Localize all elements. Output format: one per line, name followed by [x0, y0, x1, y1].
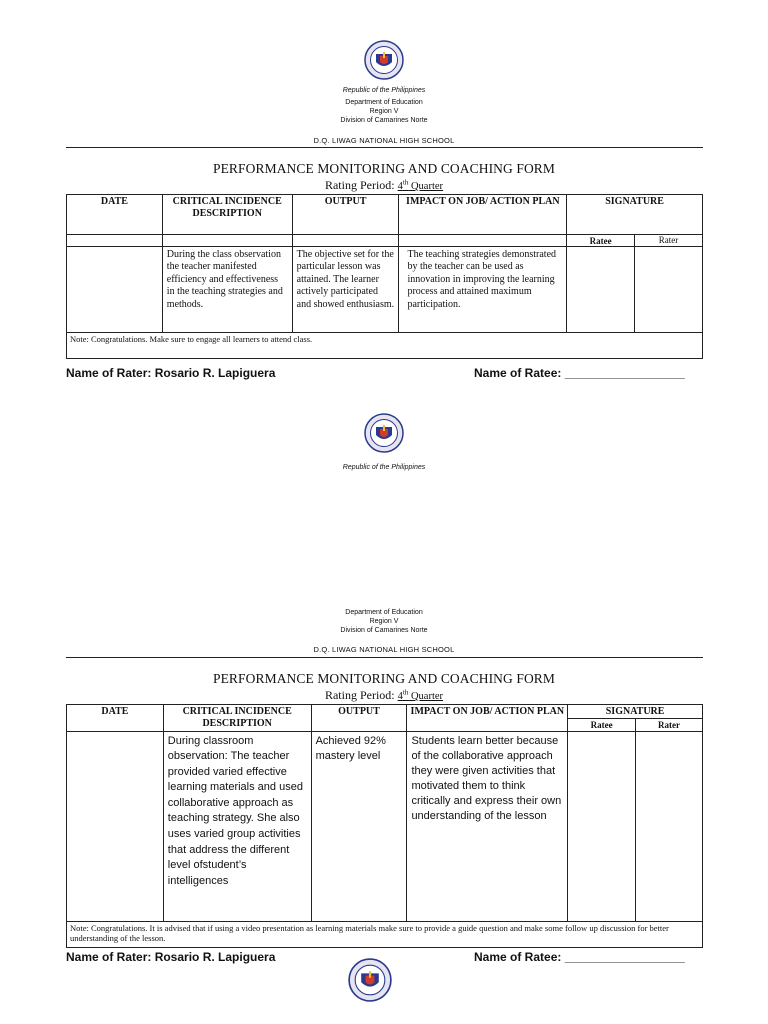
col-rater: Rater — [636, 718, 703, 731]
col-critical: CRITICAL INCIDENCE DESCRIPTION — [163, 705, 311, 732]
col-ratee: Ratee — [568, 718, 636, 731]
cell-rater-sign — [636, 731, 703, 921]
region-line: Region V — [369, 618, 399, 625]
rating-period-value: 4th Quarter — [397, 178, 444, 192]
coaching-table — [66, 194, 703, 359]
deped-seal-icon — [348, 958, 392, 1002]
form-title: PERFORMANCE MONITORING AND COACHING FORM — [212, 161, 556, 176]
col-output: OUTPUT — [311, 705, 407, 732]
department-line: Department of Education — [345, 609, 423, 616]
col-critical: CRITICAL INCIDENCE DESCRIPTION — [162, 195, 292, 235]
republic-line: Republic of the Philippines — [342, 464, 426, 471]
rater-name: Name of Rater: Rosario R. Lapiguera — [66, 950, 276, 964]
rating-period-label: Rating Period: — [324, 688, 395, 702]
form-title: PERFORMANCE MONITORING AND COACHING FORM — [212, 671, 556, 686]
school-name: D.Q. LIWAG NATIONAL HIGH SCHOOL — [313, 136, 455, 145]
cell-critical: During the class observation the teacher manifested efficiency and effectiveness in the teaching strategies and methods. — [162, 247, 292, 333]
cell-date — [67, 247, 163, 333]
cell-ratee-sign — [568, 731, 636, 921]
cell-output: Achieved 92% mastery level — [311, 731, 407, 921]
header-divider — [66, 147, 703, 148]
col-rater: Rater — [635, 235, 703, 247]
cell-impact: Students learn better because of the collaborative approach they were given activities that motivated them to think critically and express their own understanding of the lesson — [407, 731, 568, 921]
col-signature: SIGNATURE — [567, 195, 703, 235]
col-impact: IMPACT ON JOB/ ACTION PLAN — [399, 195, 567, 235]
ratee-name: Name of Ratee: __________________ — [474, 950, 685, 964]
col-signature: SIGNATURE — [568, 705, 703, 719]
deped-seal-icon — [364, 40, 404, 80]
cell-rater-sign — [635, 247, 703, 333]
col-output: OUTPUT — [292, 195, 399, 235]
cell-ratee-sign — [567, 247, 635, 333]
deped-seal-icon — [364, 413, 404, 453]
note-row: Note: Congratulations. It is advised that if using a video presentation as learning materials make sure to provide a guide question and make some follow up discussion for better understanding of the lesson. — [67, 921, 703, 947]
division-line: Division of Camarines Norte — [340, 117, 428, 124]
region-line: Region V — [369, 108, 399, 115]
division-line: Division of Camarines Norte — [340, 627, 428, 634]
rating-period — [0, 178, 768, 193]
republic-line: Republic of the Philippines — [342, 87, 426, 94]
coaching-table — [66, 704, 703, 948]
department-line: Department of Education — [345, 99, 423, 106]
ratee-name: Name of Ratee: __________________ — [474, 366, 685, 380]
col-ratee: Ratee — [567, 235, 635, 247]
header-divider — [66, 657, 703, 658]
rater-name: Name of Rater: Rosario R. Lapiguera — [66, 366, 276, 380]
cell-critical: During classroom observation: The teacher provided varied effective learning materials and used collaborative approach as teaching strategy. She also uses varied group activities that address the different level ofstudent’s intelligences — [163, 731, 311, 921]
cell-impact: The teaching strategies demonstrated by the teacher can be used as innovation in improving the learning process and attained maximum participation. — [399, 247, 567, 333]
cell-date — [67, 731, 164, 921]
col-date: DATE — [67, 705, 164, 732]
col-date: DATE — [67, 195, 163, 235]
rating-period-label: Rating Period: — [324, 178, 395, 192]
note-row: Note: Congratulations. Make sure to engage all learners to attend class. — [67, 333, 703, 359]
col-impact: IMPACT ON JOB/ ACTION PLAN — [407, 705, 568, 732]
rating-period-value: 4th Quarter — [397, 688, 444, 702]
cell-output: The objective set for the particular lesson was attained. The learner actively participated and showed enthusiasm. — [292, 247, 399, 333]
rating-period — [0, 688, 768, 703]
school-name: D.Q. LIWAG NATIONAL HIGH SCHOOL — [313, 645, 455, 654]
